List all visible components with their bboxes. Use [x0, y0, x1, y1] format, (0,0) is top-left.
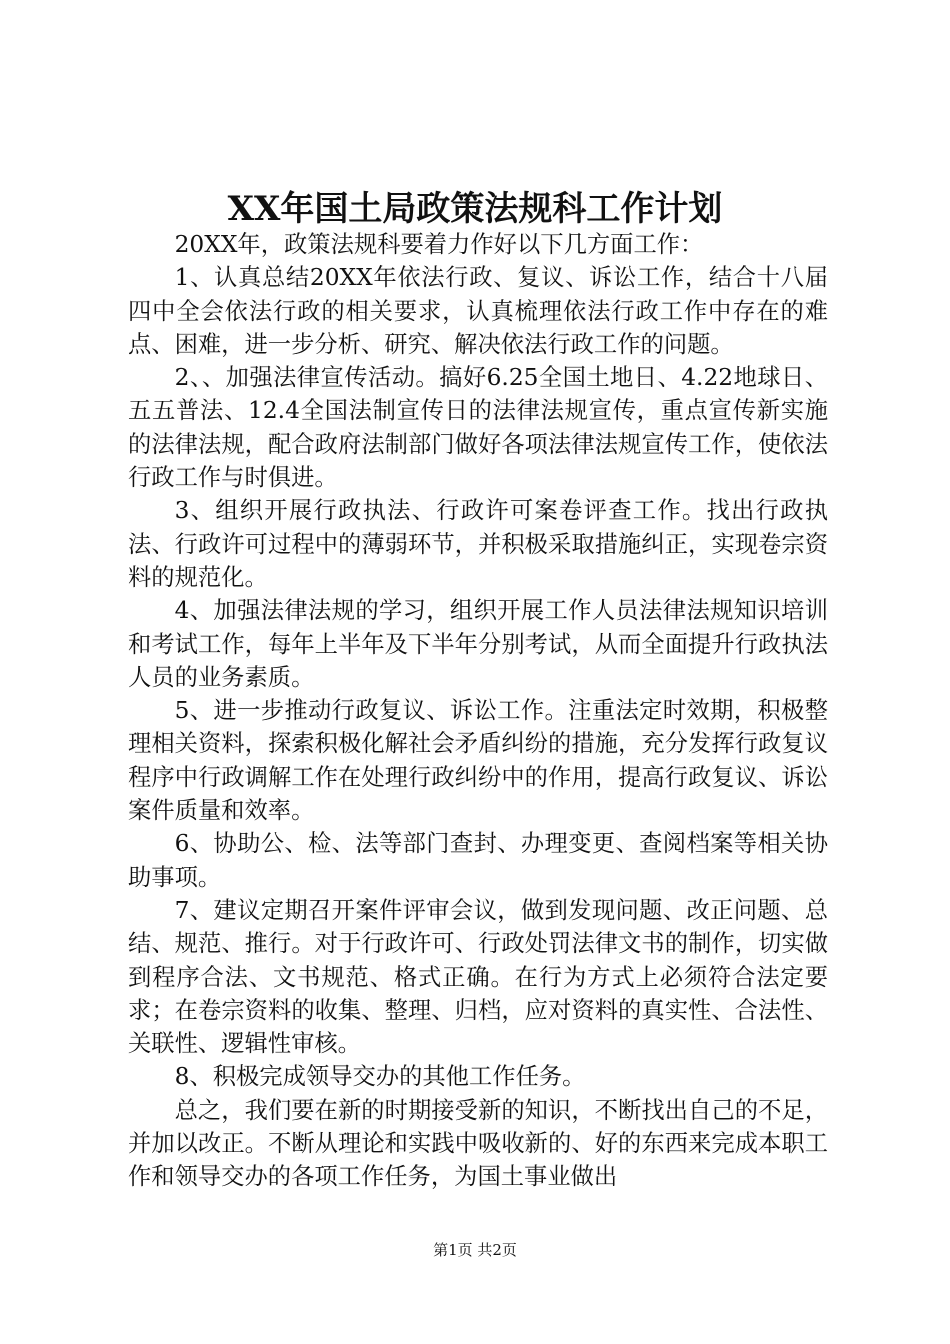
paragraph-conclusion: 总之，我们要在新的时期接受新的知识，不断找出自己的不足，并加以改正。不断从理论和实践中吸收新的、好的东西来完成本职工作和领导交办的各项工作任务，为国土事业做出 — [128, 1096, 828, 1191]
document-body — [128, 228, 828, 1194]
paragraph-item-7: 7、建议定期召开案件评审会议，做到发现问题、改正问题、总结、规范、推行。对于行政许可、行政处罚法律文书的制作，切实做到程序合法、文书规范、格式正确。在行为方式上必须符合法定要求；在卷宗资料的收集、整理、归档，应对资料的真实性、合法性、关联性、逻辑性审核。 — [128, 896, 828, 1058]
page-number-footer: 第1页 共2页 — [433, 1241, 517, 1259]
paragraph-item-2: 2、、加强法律宣传活动。搞好6.25全国土地日、4.22地球日、五五普法、12.4全国法制宣传日的法律法规宣传，重点宣传新实施的法律法规，配合政府法制部门做好各项法律法规宣传工作，使依法行政工作与时俱进。 — [128, 364, 828, 492]
paragraph-intro: 20XX年，政策法规科要着力作好以下几方面工作： — [174, 231, 704, 258]
paragraph-item-1: 1、认真总结20XX年依法行政、复议、诉讼工作，结合十八届四中全会依法行政的相关要求，认真梳理依法行政工作中存在的难点、困难，进一步分析、研究、解决依法行政工作的问题。 — [128, 264, 828, 358]
paragraph-item-6: 6、协助公、检、法等部门查封、办理变更、查阅档案等相关协助事项。 — [128, 830, 828, 891]
paragraph-item-4: 4、加强法律法规的学习，组织开展工作人员法律法规知识培训和考试工作，每年上半年及下半年分别考试，从而全面提升行政执法人员的业务素质。 — [128, 597, 828, 691]
paragraph-item-5: 5、进一步推动行政复议、诉讼工作。注重法定时效期，积极整理相关资料，探索积极化解社会矛盾纠纷的措施，充分发挥行政复议程序中行政调解工作在处理行政纠纷中的作用，提高行政复议、诉讼案件质量和效率。 — [128, 697, 828, 825]
paragraph-item-8: 8、积极完成领导交办的其他工作任务。 — [174, 1063, 586, 1091]
paragraph-item-3: 3、组织开展行政执法、行政许可案卷评查工作。找出行政执法、行政许可过程中的薄弱环节，并积极采取措施纠正，实现卷宗资料的规范化。 — [128, 497, 828, 591]
document-title: XX年国土局政策法规科工作计划 — [227, 189, 723, 229]
